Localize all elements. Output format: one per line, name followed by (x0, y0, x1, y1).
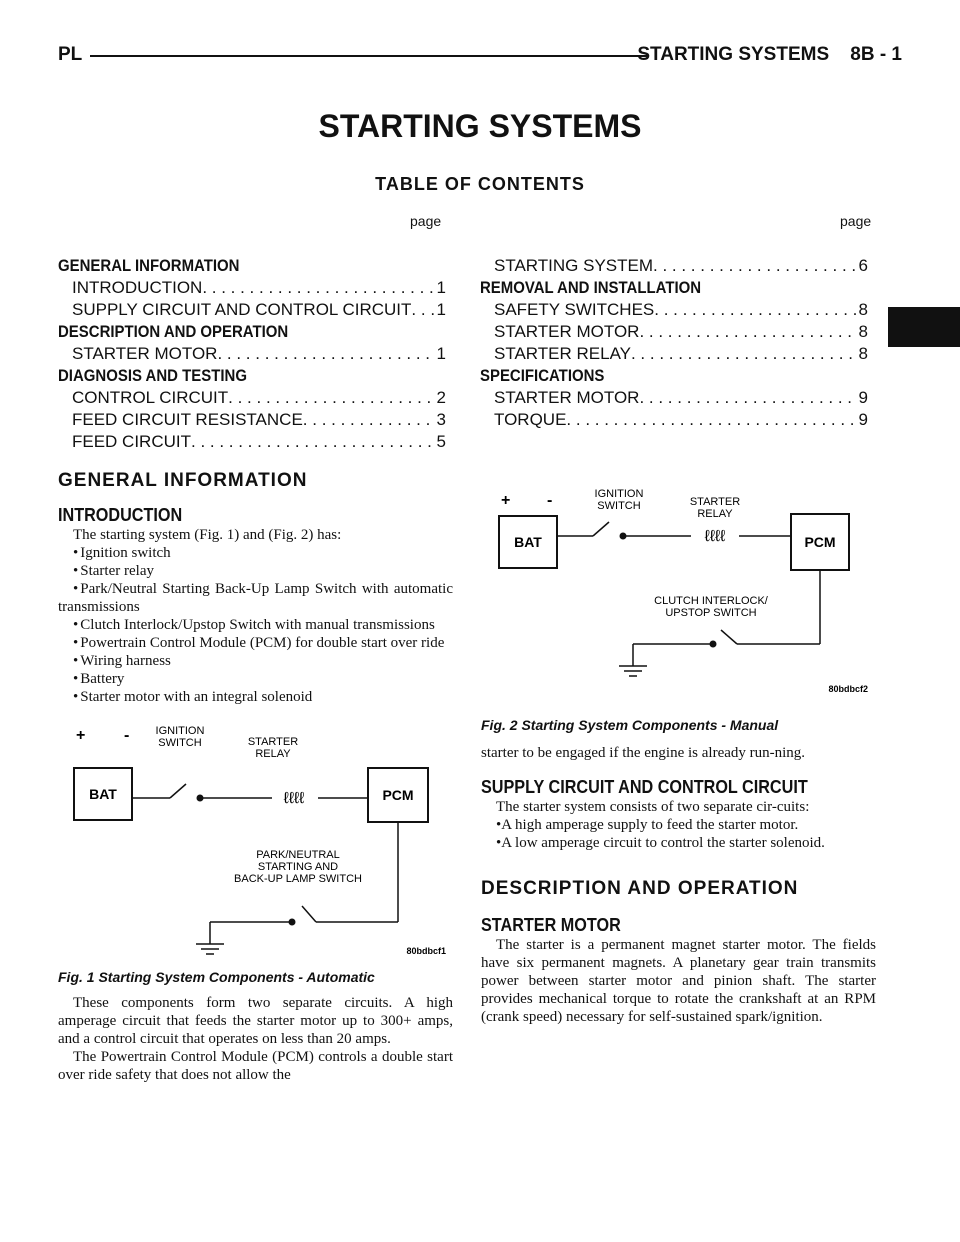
fig2-relay-label-2: RELAY (697, 508, 733, 520)
section-heading: GENERAL INFORMATION (58, 470, 308, 491)
fig2-clutch-switch-contact (721, 630, 737, 644)
toc-title: TABLE OF CONTENTS (375, 174, 585, 194)
circuits-paragraph: These components form two separate circuits. A high amperage circuit that feeds the starter motor up to 300+ amps, and a control circuit that operates on less than 20 amps. (58, 995, 453, 1047)
list-item: • Powertrain Control Module (PCM) for double start over ride (73, 635, 445, 651)
fig2-switch-label-1: CLUTCH INTERLOCK/ (654, 595, 768, 607)
toc-entry[interactable]: STARTER MOTOR . . . 8 (480, 321, 868, 343)
intro-paragraph: The starting system (Fig. 1) and (Fig. 2) has: (73, 527, 342, 543)
toc-heading[interactable]: DIAGNOSIS AND TESTING (58, 366, 247, 385)
toc-left-column (58, 255, 446, 453)
toc-entry[interactable]: STARTER MOTOR . . . 1 (58, 343, 446, 365)
fig2-minus-label: - (547, 492, 553, 509)
subsection-heading: INTRODUCTION (58, 505, 183, 525)
fig1-neutral-switch-contact (302, 906, 316, 922)
list-item: • Ignition switch (73, 545, 171, 561)
fig2-caption: Fig. 2 Starting System Components - Manual (481, 717, 779, 733)
fig2-relay-label-1: STARTER (689, 496, 741, 508)
supply-paragraph: The starter system consists of two separate cir-cuits: (496, 799, 810, 815)
fig1-pcm-label: PCM (382, 787, 414, 803)
pcm-paragraph-continued: starter to be engaged if the engine is already run-ning. (481, 745, 806, 761)
fig1-minus-label: - (124, 727, 130, 744)
section-heading: DESCRIPTION AND OPERATION (481, 878, 799, 899)
toc-entry[interactable]: FEED CIRCUIT . . . 5 (58, 431, 446, 453)
fig2-battery-label: BAT (514, 534, 542, 550)
list-item: • Park/Neutral Starting Back-Up Lamp Switch with automatic transmissions (58, 581, 453, 615)
toc-entry[interactable]: TORQUE . . . 9 (480, 409, 868, 431)
fig2-switch-label-2: UPSTOP SWITCH (665, 607, 757, 619)
fig1-plus-label: + (76, 727, 86, 744)
header-section-page: STARTING SYSTEMS 8B - 1 (637, 44, 902, 65)
fig1-relay-label-2: RELAY (255, 748, 291, 760)
toc-entry[interactable]: STARTER MOTOR . . . 9 (480, 387, 868, 409)
toc-entry[interactable]: FEED CIRCUIT RESISTANCE . . . 3 (58, 409, 446, 431)
toc-right-column (480, 255, 868, 431)
fig1-switch-label-2: STARTING AND (257, 861, 339, 873)
body-right-column (481, 470, 876, 1026)
page-header (58, 44, 902, 68)
fig1-wiring-diagram (58, 724, 453, 956)
toc-entry[interactable]: SUPPLY CIRCUIT AND CONTROL CIRCUIT . . . 1 (58, 299, 446, 321)
toc-entry[interactable]: INTRODUCTION . . . 1 (58, 277, 446, 299)
toc-heading[interactable]: REMOVAL AND INSTALLATION (480, 278, 702, 297)
toc-page-label-right: page (840, 213, 872, 229)
pcm-paragraph: The Powertrain Control Module (PCM) controls a double start over ride safety that does not allow the (58, 1049, 453, 1083)
list-item: • Battery (73, 671, 125, 687)
page-title: STARTING SYSTEMS (318, 108, 642, 144)
list-item: •A high amperage supply to feed the starter motor. (496, 817, 799, 833)
fig2-plus-label: + (501, 492, 511, 509)
fig2-ignition-label-1: IGNITION (594, 488, 644, 500)
fig1-ignition-label-2: SWITCH (158, 737, 202, 749)
fig1-switch-label-3: BACK-UP LAMP SWITCH (234, 873, 362, 885)
fig2-code: 80bdbcf2 (828, 684, 868, 694)
fig2-wiring-diagram (481, 470, 876, 708)
toc-heading[interactable]: DESCRIPTION AND OPERATION (58, 322, 289, 341)
list-item: • Wiring harness (73, 653, 171, 669)
list-item: • Starter relay (73, 563, 154, 579)
figure-1 (58, 724, 453, 986)
fig1-battery-label: BAT (89, 786, 117, 802)
subsection-heading: STARTER MOTOR (481, 915, 621, 935)
fig1-switch-label-1: PARK/NEUTRAL (256, 849, 340, 861)
toc-entry[interactable]: STARTER RELAY . . . 8 (480, 343, 868, 365)
figure-2 (481, 470, 876, 734)
subsection-heading: SUPPLY CIRCUIT AND CONTROL CIRCUIT (481, 777, 808, 797)
body-left-column (58, 470, 453, 1084)
header-rule (90, 55, 647, 57)
toc-page-label-left: page (410, 213, 442, 229)
fig1-ignition-switch-contact (170, 784, 186, 798)
section-tab-marker (888, 307, 960, 347)
fig2-ignition-switch-contact (593, 522, 609, 536)
toc-entry[interactable]: SAFETY SWITCHES . . . 8 (480, 299, 868, 321)
toc-heading[interactable]: GENERAL INFORMATION (58, 256, 240, 275)
fig2-pcm-label: PCM (804, 534, 836, 550)
starter-motor-paragraph: The starter is a permanent magnet starter motor. The fields have six permanent magnets. A planetary gear train transmits power between starter motor and pinion shaft. The starter provides mechanical torque to rotate the crankshaft at an RPM (crank speed) necessary for self-sustained spark/ignition. (481, 937, 876, 1025)
fig1-relay-coil: ℓℓℓℓ (283, 790, 305, 807)
fig2-ignition-label-2: SWITCH (597, 500, 641, 512)
fig1-code: 80bdbcf1 (406, 946, 446, 956)
list-item: • Clutch Interlock/Upstop Switch with manual transmissions (73, 617, 435, 633)
header-model-code: PL (58, 44, 83, 65)
list-item: • Starter motor with an integral solenoid (73, 689, 313, 705)
fig1-ignition-label-1: IGNITION (155, 725, 205, 737)
toc-entry[interactable]: STARTING SYSTEM . . . 6 (480, 255, 868, 277)
toc-entry[interactable]: CONTROL CIRCUIT . . . 2 (58, 387, 446, 409)
fig1-relay-label-1: STARTER (247, 736, 299, 748)
toc-heading[interactable]: SPECIFICATIONS (480, 366, 605, 385)
fig1-caption: Fig. 1 Starting System Components - Automatic (58, 969, 375, 985)
fig2-relay-coil: ℓℓℓℓ (704, 528, 726, 545)
list-item: •A low amperage circuit to control the starter solenoid. (496, 835, 825, 851)
